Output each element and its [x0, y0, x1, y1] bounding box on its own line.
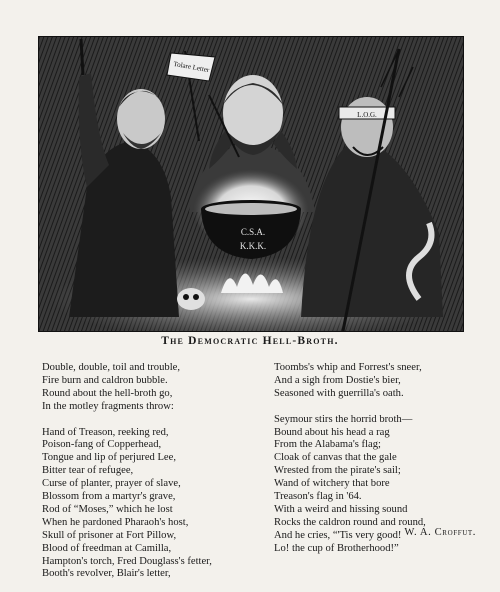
- poem-line: Bitter tear of refugee,: [42, 465, 134, 477]
- poem-line: Toombs's whip and Forrest's sneer,: [274, 362, 422, 373]
- poem-line: Rocks the caldron round and round,: [274, 516, 426, 528]
- skull: [177, 288, 205, 310]
- poem-line: Booth's revolver, Blair's letter,: [42, 568, 171, 580]
- poem-line: Double, double, toil and trouble,: [42, 362, 180, 373]
- poem-line: Seymour stirs the horrid broth—: [274, 413, 413, 425]
- poem-title: The Democratic Hell-Broth.: [161, 335, 339, 347]
- poem-line: Hampton's torch, Fred Douglass's fetter,: [42, 555, 212, 567]
- poem-line: Wand of witchery that bore: [274, 478, 390, 490]
- poem-line: When he pardoned Pharaoh's host,: [42, 516, 189, 528]
- poem-line: With a weird and hissing sound: [274, 503, 408, 515]
- engraving-illustration: [38, 36, 464, 332]
- poem-line: In the motley fragments throw:: [42, 400, 174, 412]
- poem-line: Treason's flag in '64.: [274, 491, 362, 503]
- poem-line: Rod of “Moses,” which he lost: [42, 503, 173, 515]
- headband-label: L.O.G.: [357, 111, 377, 119]
- cauldron-label-kkk: K.K.K.: [239, 241, 267, 251]
- author-signature: W. A. Croffut.: [404, 527, 476, 538]
- poem-line: Fire burn and caldron bubble.: [42, 374, 168, 386]
- poem-line: Hand of Treason, reeking red,: [42, 426, 169, 438]
- poem-line: Lo! the cup of Brotherhood!”: [274, 542, 399, 554]
- poem-line: [42, 414, 262, 427]
- poem-line: And a sigh from Dostie's bier,: [274, 374, 401, 386]
- poem-line: Curse of planter, prayer of slave,: [42, 478, 181, 490]
- poem-line: Skull of prisoner at Fort Pillow,: [42, 529, 177, 541]
- poem-line: Blood of freedman at Camilla,: [42, 542, 172, 554]
- poem-line: Blossom from a martyr's grave,: [42, 491, 176, 503]
- poem-line: From the Alabama's flag;: [274, 439, 381, 451]
- flag-label: Tolare Letter: [172, 59, 210, 75]
- poem-line: Cloak of canvas that the gale: [274, 452, 397, 464]
- poem-line: Bound about his head a rag: [274, 426, 390, 438]
- poem-line: Seasoned with guerrilla's oath.: [274, 387, 404, 399]
- poem-line: And he cries, “'Tis very good!: [274, 529, 402, 541]
- poem-line: [274, 401, 474, 414]
- poem-line: Round about the hell-broth go,: [42, 387, 173, 399]
- poem-line: Tongue and lip of perjured Lee,: [42, 452, 176, 464]
- poem-line: Poison-fang of Copperhead,: [42, 439, 162, 451]
- poem-column-left: [42, 362, 262, 581]
- poem-line: Wrested from the pirate's sail;: [274, 465, 401, 477]
- engraving-svg: [39, 37, 463, 331]
- cauldron-label-csa: C.S.A.: [240, 227, 266, 237]
